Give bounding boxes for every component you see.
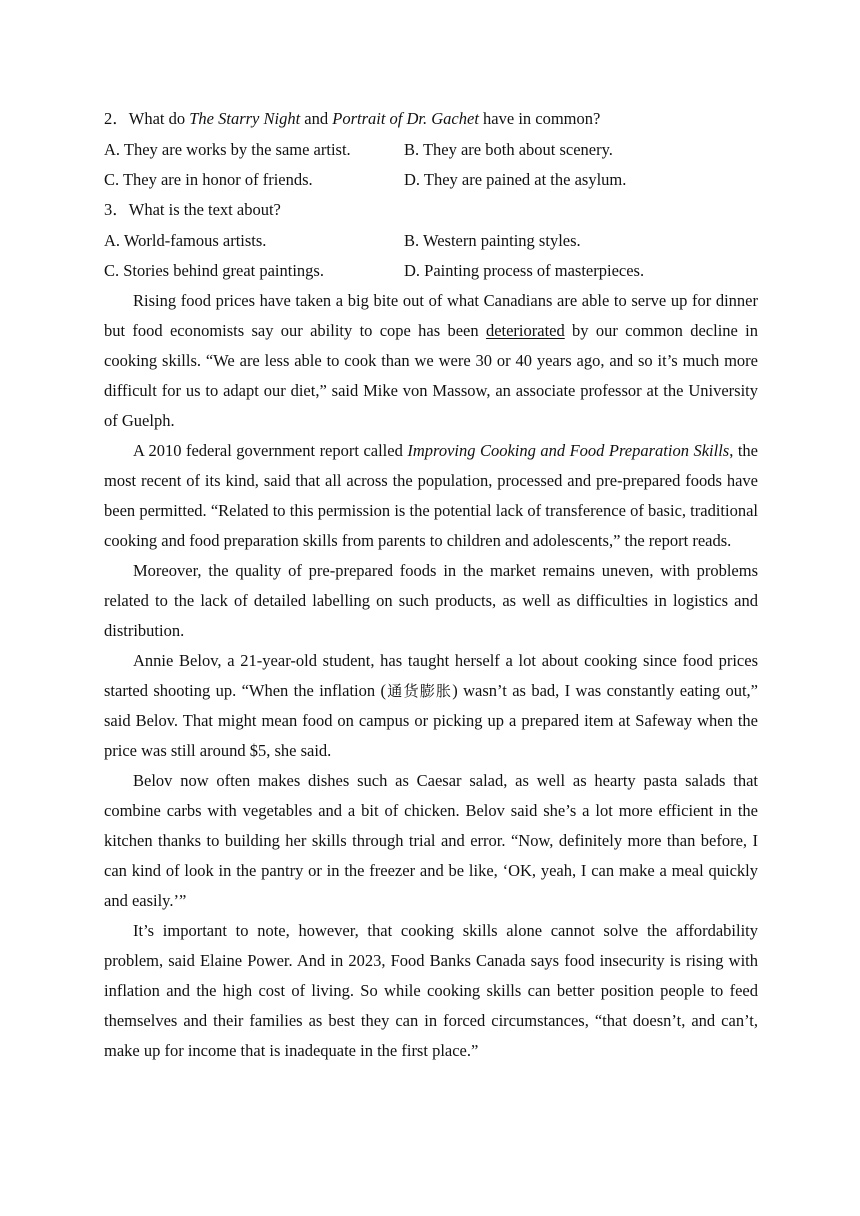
painting-title: The Starry Night [189,109,301,128]
option-b: B. They are both about scenery. [404,140,613,159]
chinese-gloss: 通货膨胀 [386,682,453,700]
passage-paragraph-2: A 2010 federal government report called Improving Cooking and Food Preparation Skills, the most recent of its kind, said that all across the population, processed and pre-prepared foods have been permitted. “Related to this permission is the potential lack of transference of basic, traditional cooking and food preparation skills from parents to children and adolescents,” the report reads. [104,441,758,550]
passage-paragraph-3: Moreover, the quality of pre-prepared foods in the market remains uneven, with problems related to the lack of detailed labelling on such products, as well as difficulties in logistics and distribution. [104,561,758,640]
question-3-stem: 3．What is the text about? [104,200,281,219]
option-a: A. World-famous artists. [104,231,267,250]
question-2-stem: 2．What do The Starry Night and Portrait of Dr. Gachet have in common? [104,109,601,128]
question-3-options [104,226,758,286]
option-c: C. Stories behind great paintings. [104,261,324,280]
option-b: B. Western painting styles. [404,231,581,250]
question-number: 3． [104,200,129,219]
painting-title: Portrait of Dr. Gachet [332,109,479,128]
question-2-options [104,135,758,195]
option-d: D. They are pained at the asylum. [404,170,627,189]
underlined-word: deteriorated [485,321,565,340]
document-page [104,104,758,1066]
option-c: C. They are in honor of friends. [104,170,313,189]
option-a: A. They are works by the same artist. [104,140,351,159]
passage-paragraph-1: Rising food prices have taken a big bite out of what Canadians are able to serve up for dinner but food economists say our ability to cope has been deteriorated by our common decline in cooking skills. “We are less able to cook than we were 30 or 40 years ago, and so it’s much more difficult for us to adapt our diet,” said Mike von Massow, an associate professor at the University of Guelph. [104,291,758,430]
option-d: D. Painting process of masterpieces. [404,261,645,280]
passage-paragraph-4: Annie Belov, a 21-year-old student, has taught herself a lot about cooking since food prices started shooting up. “When the inflation (通货膨胀) wasn’t as bad, I was constantly eating out,” said Belov. That might mean food on campus or picking up a prepared item at Safeway when the price was still around $5, she said. [104,651,758,760]
report-title: Improving Cooking and Food Preparation Skills [407,441,730,460]
passage-paragraph-6: It’s important to note, however, that cooking skills alone cannot solve the affordability problem, said Elaine Power. And in 2023, Food Banks Canada says food insecurity is rising with inflation and the high cost of living. So while cooking skills can better position people to feed themselves and their families as best they can in forced circumstances, “that doesn’t, and can’t, make up for income that is inadequate in the first place.” [104,921,758,1060]
passage-paragraph-5: Belov now often makes dishes such as Caesar salad, as well as hearty pasta salads that combine carbs with vegetables and a bit of chicken. Belov said she’s a lot more efficient in the kitchen thanks to building her skills through trial and error. “Now, definitely more than before, I can kind of look in the pantry or in the freezer and be like, ‘OK, yeah, I can make a meal quickly and easily.’” [104,771,758,910]
question-number: 2． [104,109,129,128]
